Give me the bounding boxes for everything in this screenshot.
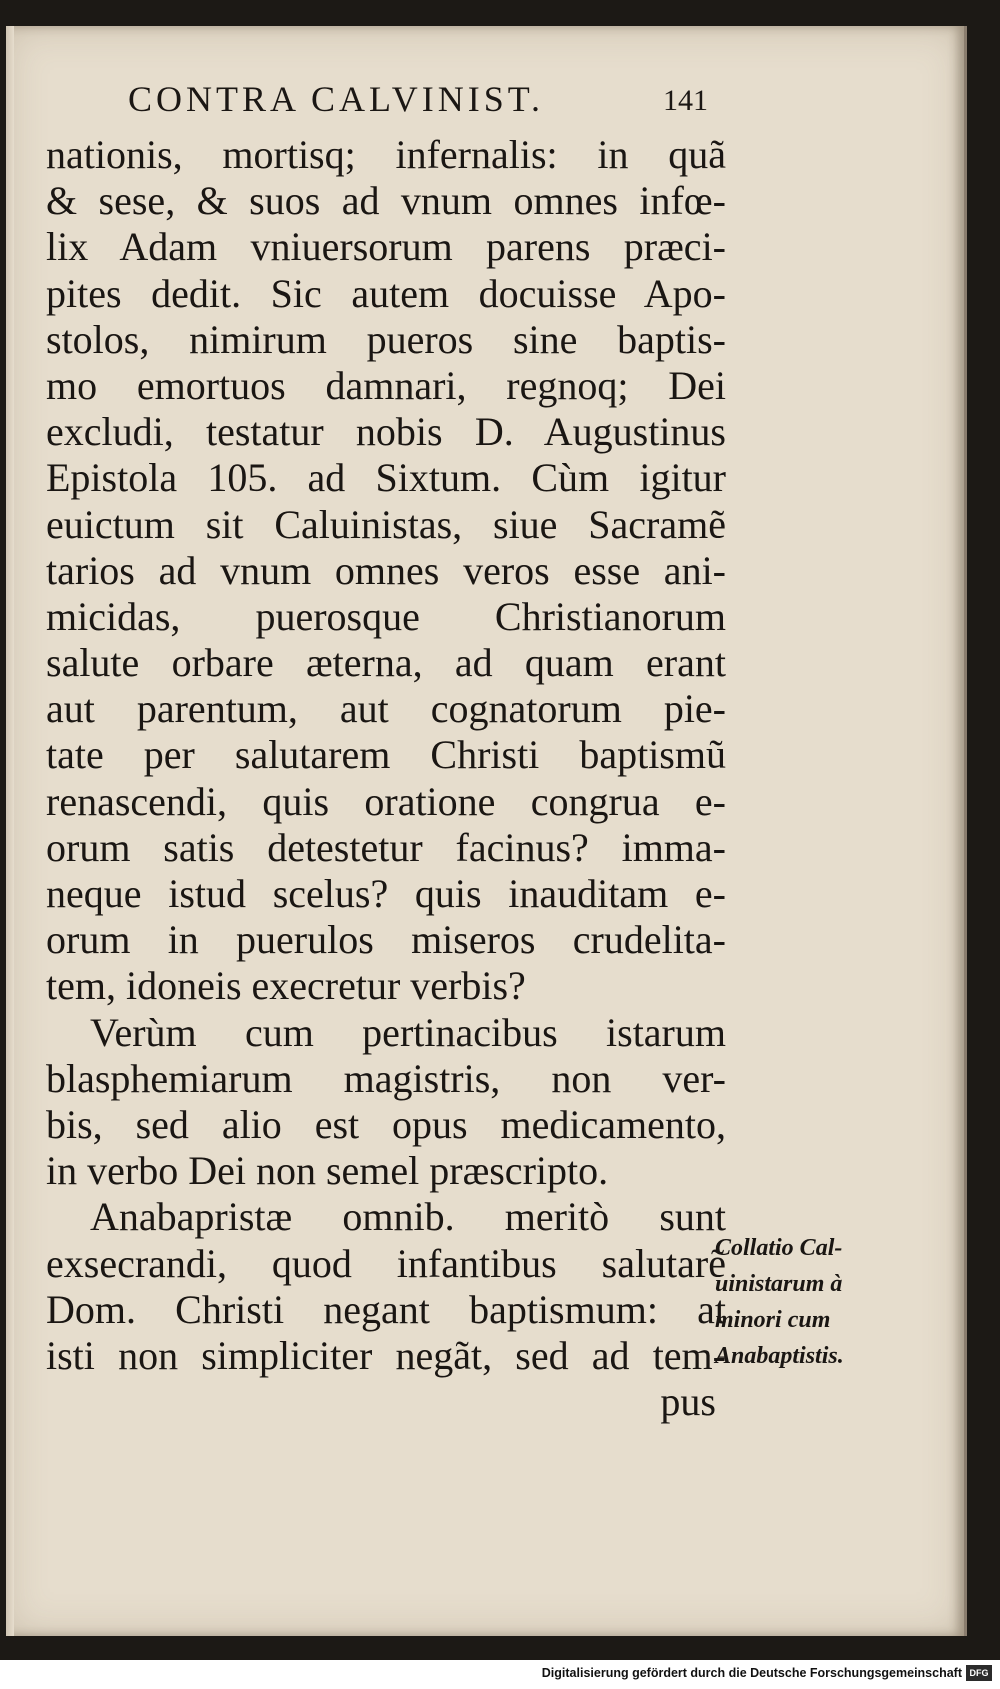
text-line: tarios ad vnum omnes veros esse ani- bbox=[46, 547, 726, 593]
text-line-paragraph-start: Verùm cum pertinacibus istarum bbox=[90, 1009, 726, 1055]
marginal-note-line: Collatio Cal- bbox=[715, 1235, 843, 1261]
text-line: excludi, testatur nobis D. Augustinus bbox=[46, 409, 726, 455]
text-line: euictum sit Caluinistas, siue Sacramẽ bbox=[46, 501, 726, 547]
running-head bbox=[128, 78, 708, 128]
text-line: Epistola 105. ad Sixtum. Cùm igitur bbox=[46, 455, 726, 501]
running-head-title: CONTRA CALVINIST. bbox=[128, 79, 545, 119]
text-line: orum satis detestetur facinus? imma- bbox=[46, 824, 726, 870]
text-line: exsecrandi, quod infantibus salutarẽ bbox=[46, 1240, 726, 1286]
text-line: stolos, nimirum pueros sine baptis- bbox=[46, 316, 726, 362]
marginal-note-line: uinistarum à bbox=[715, 1271, 843, 1297]
footer-bar bbox=[0, 1660, 1000, 1689]
catchword: pus bbox=[660, 1379, 716, 1425]
text-line: neque istud scelus? quis inauditam e- bbox=[46, 871, 726, 916]
text-line: lix Adam vniuersorum parens præci- bbox=[46, 224, 726, 270]
text-line-paragraph-start: Anabapristæ omnib. meritò sunt bbox=[90, 1194, 726, 1240]
page-number: 141 bbox=[663, 84, 708, 117]
text-line: nationis, mortisq; infernalis: in quã bbox=[46, 132, 726, 177]
page-gutter-shadow bbox=[6, 26, 14, 1636]
text-line: micidas, puerosque Christianorum bbox=[46, 593, 726, 639]
text-line: blasphemiarum magistris, non ver- bbox=[46, 1055, 726, 1101]
text-line: pites dedit. Sic autem docuisse Apo- bbox=[46, 270, 726, 316]
text-line: Dom. Christi negant baptismum: at bbox=[46, 1286, 726, 1332]
text-line: salute orbare æterna, ad quam erant bbox=[46, 640, 726, 686]
dfg-logo-icon: DFG bbox=[966, 1665, 992, 1681]
text-line: in verbo Dei non semel præscripto. bbox=[46, 1148, 609, 1194]
marginal-note-line: minori cum bbox=[715, 1307, 831, 1333]
text-line: aut parentum, aut cognatorum pie- bbox=[46, 686, 726, 732]
funding-credit: Digitalisierung gefördert durch die Deutsche Forschungsgemeinschaft bbox=[541, 1666, 962, 1680]
text-line: bis, sed alio est opus medicamento, bbox=[46, 1101, 726, 1147]
body-text bbox=[46, 132, 726, 1425]
marginal-note bbox=[715, 1230, 875, 1374]
text-line: orum in puerulos miseros crudelita- bbox=[46, 917, 726, 963]
text-line: isti non simpliciter negãt, sed ad tem- bbox=[46, 1332, 726, 1378]
text-line: renascendi, quis oratione congrua e- bbox=[46, 778, 726, 824]
text-line: mo emortuos damnari, regnoq; Dei bbox=[46, 362, 726, 408]
text-line: & sese, & suos ad vnum omnes infœ- bbox=[46, 178, 726, 224]
marginal-note-line: Anabaptistis. bbox=[715, 1343, 844, 1369]
text-line: tem, idoneis execretur verbis? bbox=[46, 963, 526, 1009]
text-line: tate per salutarem Christi baptismũ bbox=[46, 732, 726, 778]
